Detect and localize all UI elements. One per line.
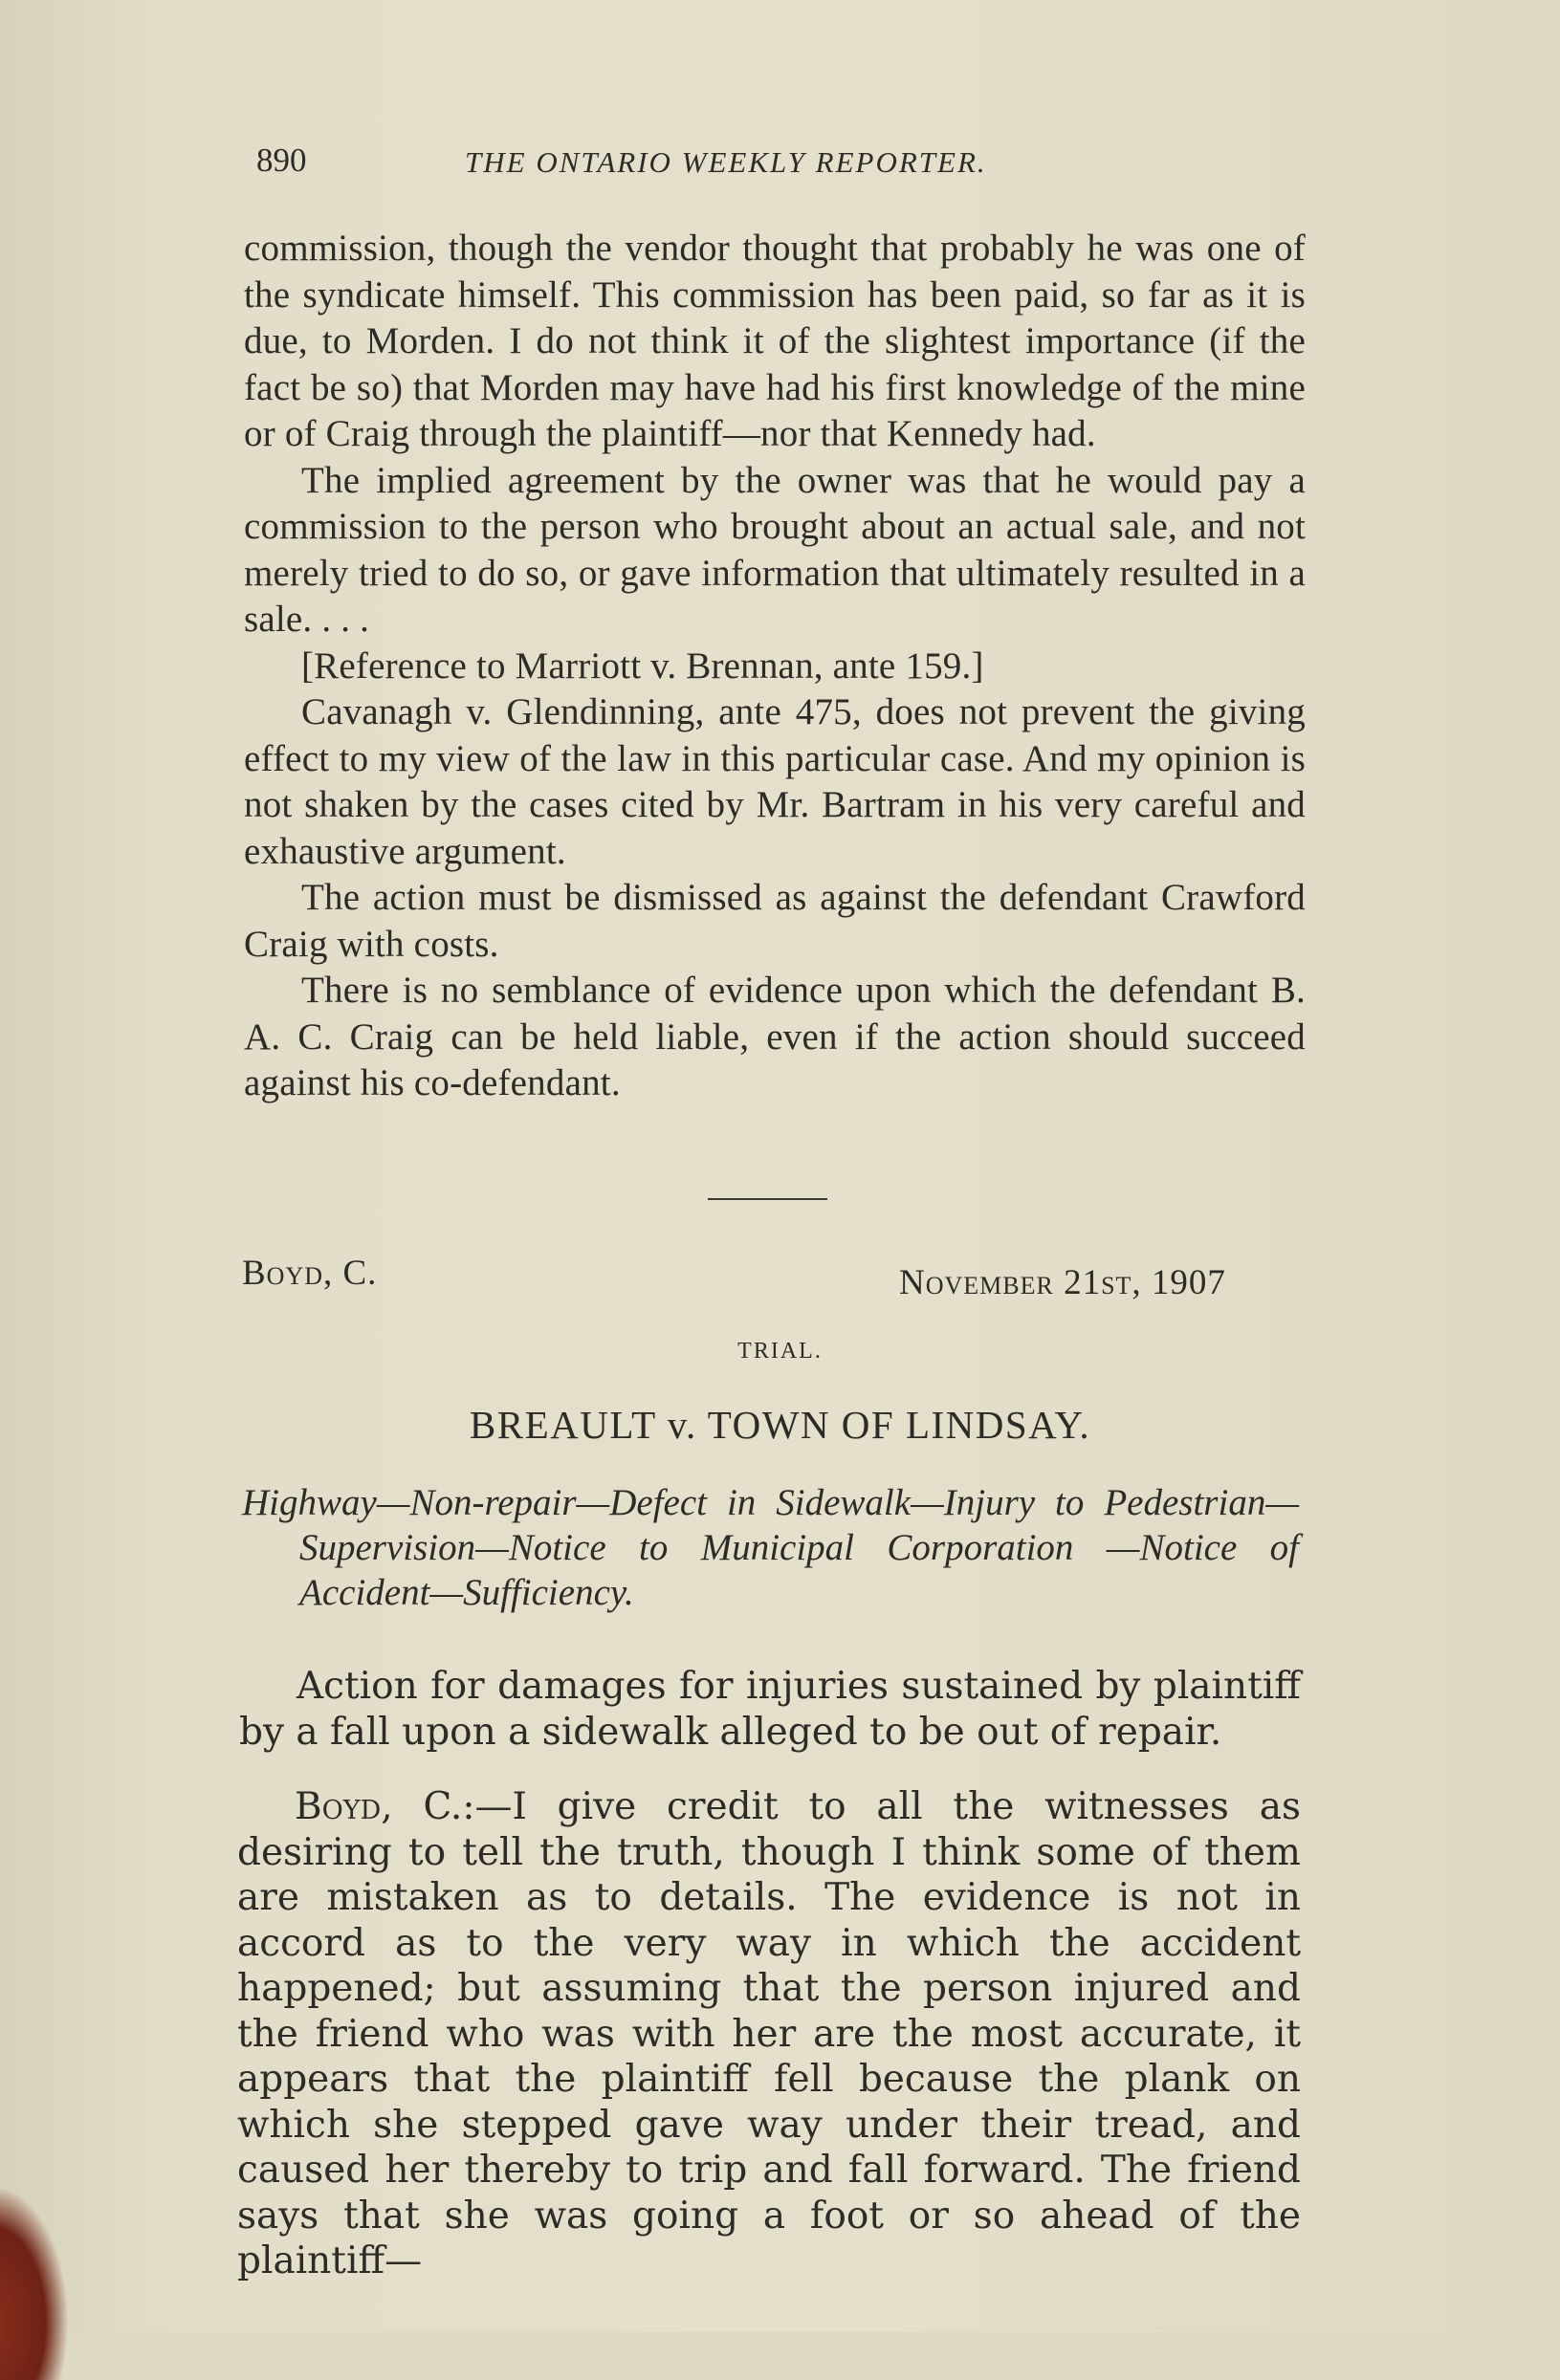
opinion-paragraph (237, 1784, 1301, 2284)
running-header (256, 142, 1098, 199)
decision-date: November 21st, 1907 (899, 1263, 1226, 1302)
paragraph: The implied agreement by the owner was that he would pay a commission to the person who brought about an actual sale, and not merely tried to do so, or gave information that ultimately resulted in a sale. . . . (244, 459, 1306, 640)
headnote: Highway—Non-repair—Defect in Sidewalk—Injury to Pedestrian—Supervision—Notice to Municipal Corporation —Notice of Accident—Sufficiency. (242, 1482, 1299, 1613)
case-title: BREAULT v. TOWN OF LINDSAY. (469, 1403, 1091, 1447)
section-divider (708, 1198, 827, 1200)
paragraph: There is no semblance of evidence upon which the defendant B. A. C. Craig can be held liable, even if the action should succeed against his co-defendant. (244, 970, 1306, 1103)
paragraph: Cavanagh v. Glendinning, ante 475, does not prevent the giving effect to my view of the law in this particular case. And my opinion is not shaken by the cases cited by Mr. Bartram in his very careful and exhaustive argument. (244, 691, 1306, 872)
paragraph: commission, though the vendor thought that probably he was one of the syndicate himself. This commission has been paid, so far as it is due, to Morden. I do not think it of the slightest importance (if the fact be so) that Morden may have had his first knowledge of the mine or of Craig through the plaintiff—nor that Kennedy had. (244, 228, 1306, 454)
page-number: 890 (256, 142, 307, 179)
opinion (237, 1784, 1301, 2284)
action-summary (239, 1664, 1301, 1756)
judge-name: Boyd, C. (242, 1254, 378, 1293)
paragraph: [Reference to Marriott v. Brennan, ante 159.] (301, 644, 984, 687)
trial-label: TRIAL. (737, 1339, 823, 1364)
binding-edge (0, 2189, 67, 2380)
paragraph: The action must be dismissed as against the defendant Crawford Craig with costs. (244, 877, 1306, 965)
running-title: THE ONTARIO WEEKLY REPORTER. (465, 145, 987, 179)
opinion-text: :—I give credit to all the witnesses as desiring to tell the truth, though I think some of them are mistaken as to details. The evidence is not in accord as to the very way in which the accident happened; but assuming that the person injured and the friend who was with her are the most accurate, it appears that the plaintiff fell because the plank on which she stepped gave way under their tread, and caused her thereby to trip and fall forward. The friend says that she was going a foot or so ahead of the plaintiff— (237, 1785, 1301, 2282)
continued-text (244, 226, 1306, 1107)
opinion-lead: Boyd, C. (295, 1785, 463, 1828)
action-summary-text: Action for damages for injuries sustained by plaintiff by a fall upon a sidewalk alleged to be out of repair. (239, 1665, 1301, 1754)
